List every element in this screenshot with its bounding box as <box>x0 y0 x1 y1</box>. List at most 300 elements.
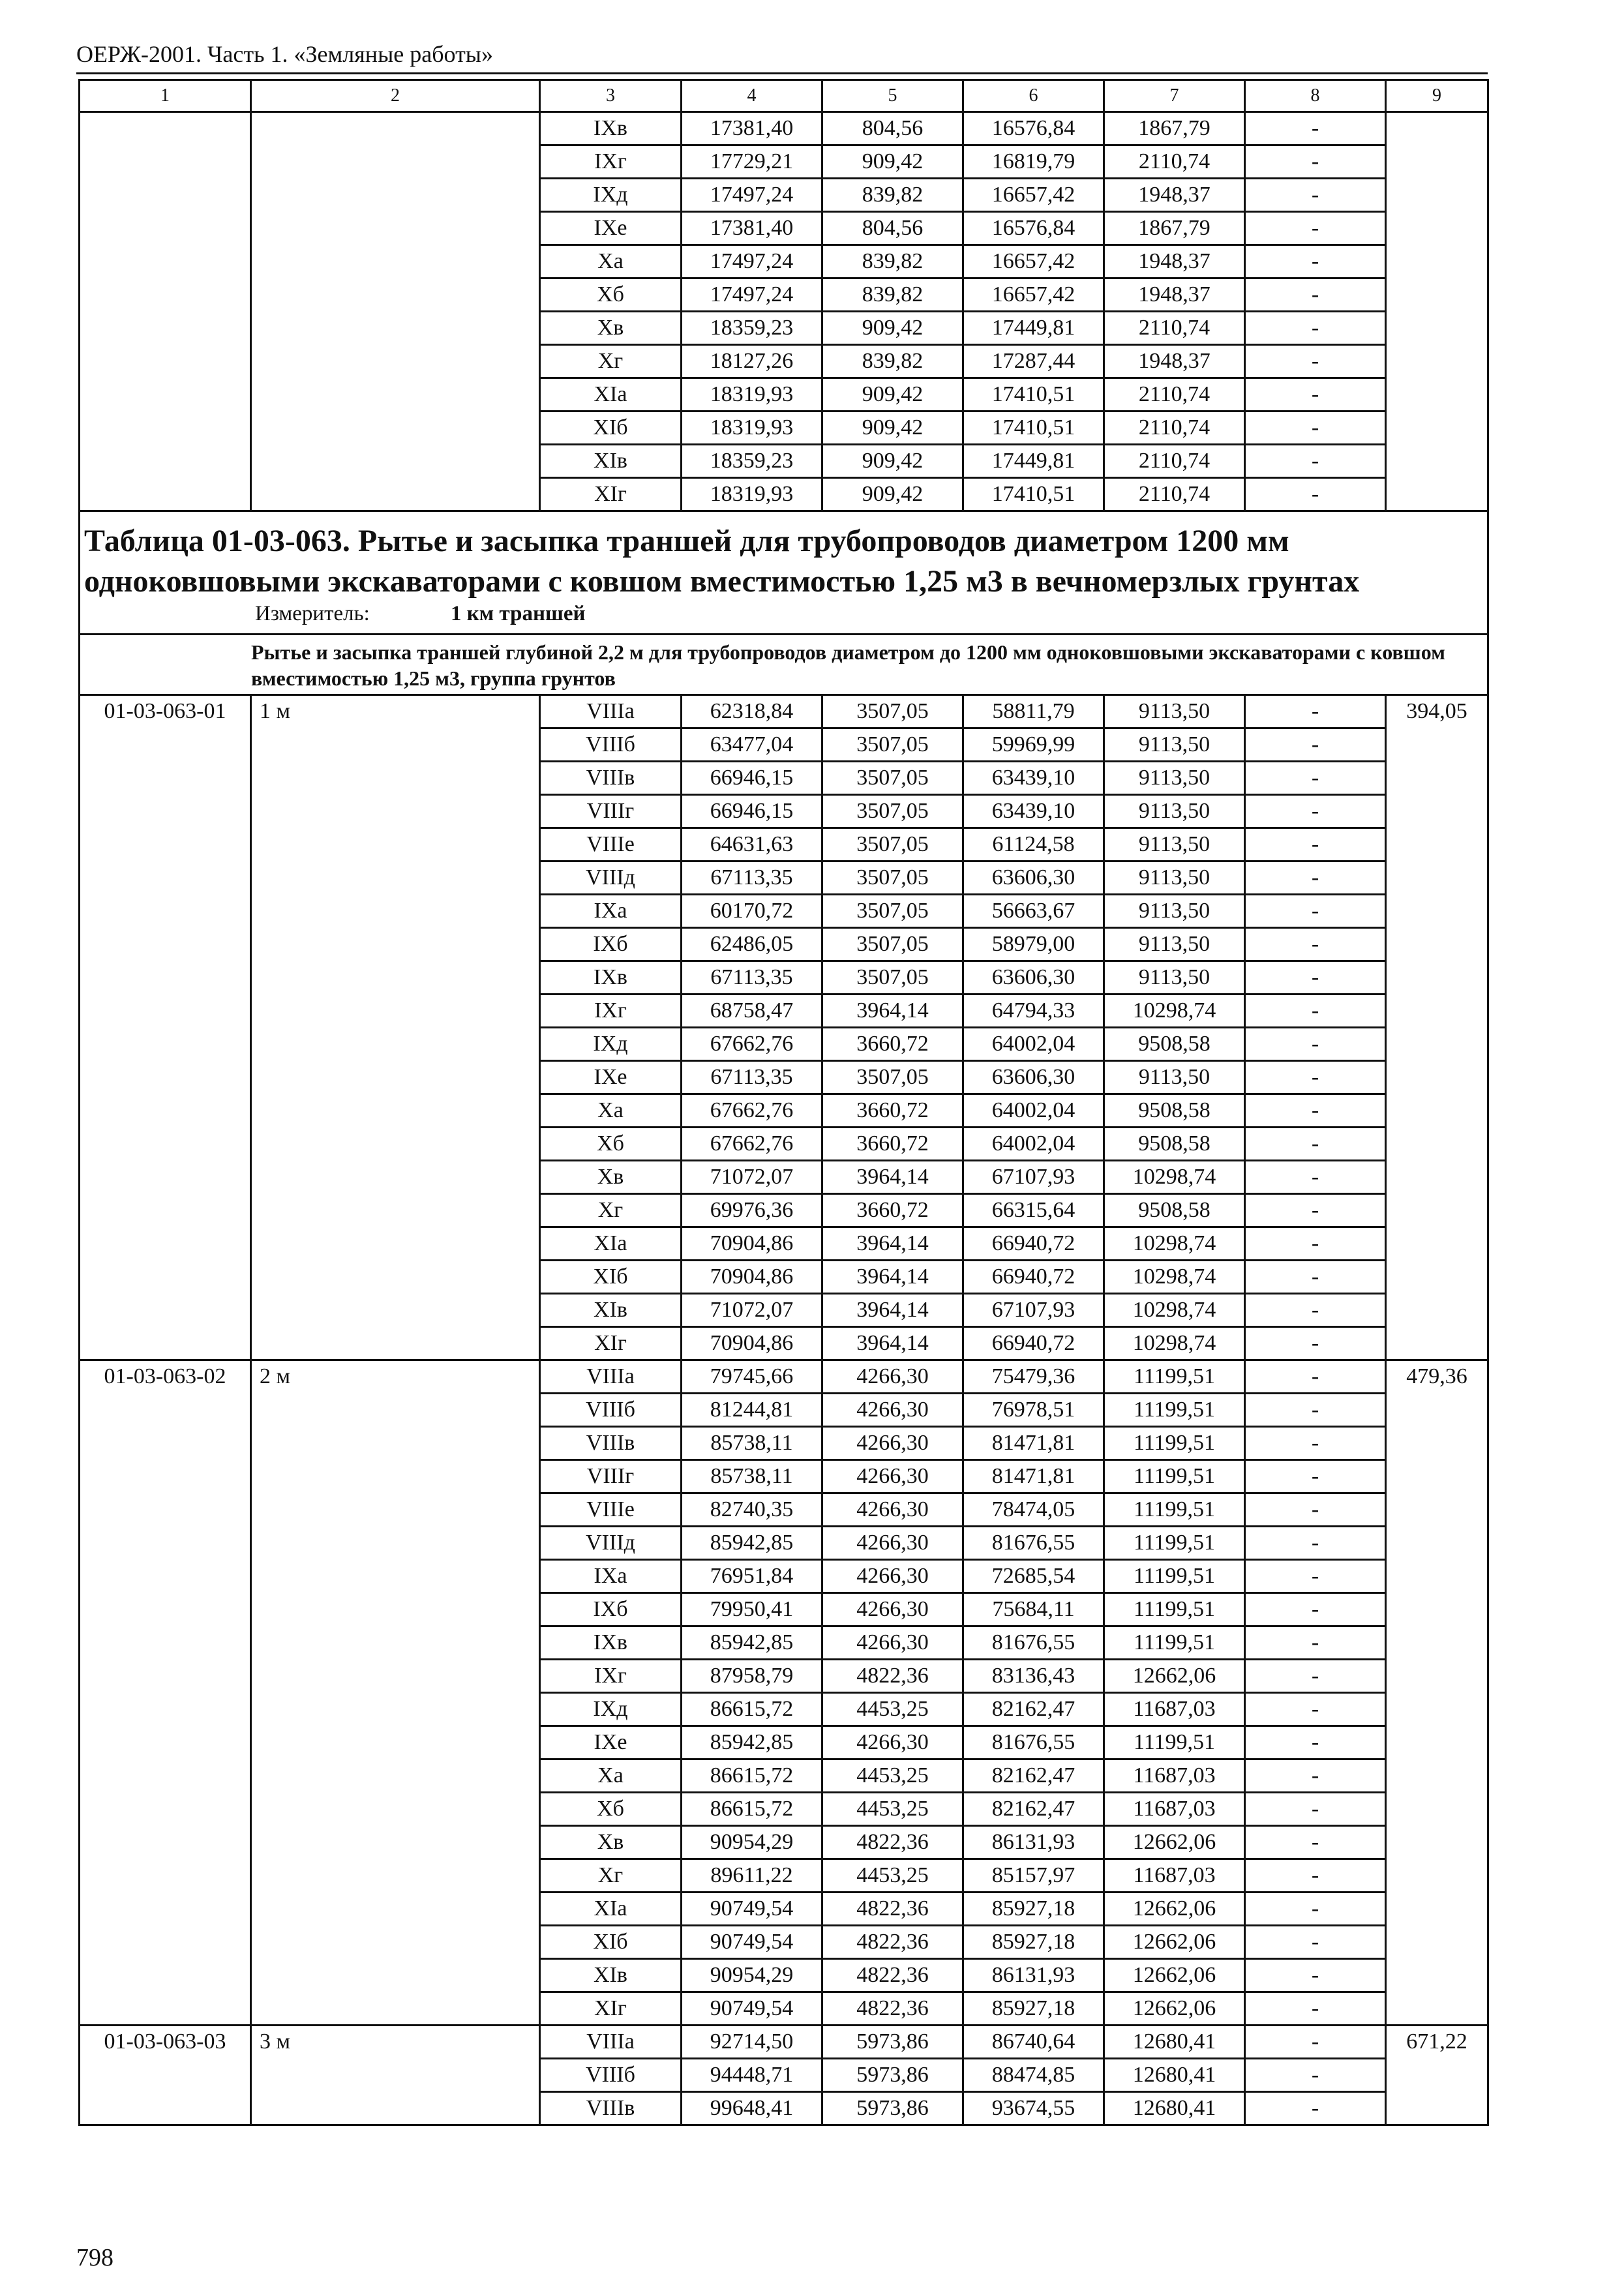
soil-group-cell: VIIIг <box>540 795 682 828</box>
wages-cell: 3964,14 <box>822 1327 963 1360</box>
materials-cell: - <box>1245 1593 1386 1626</box>
materials-cell: - <box>1245 795 1386 828</box>
machines-cell: 66940,72 <box>963 1327 1104 1360</box>
soil-group-cell: Xг <box>540 1194 682 1227</box>
machinist-wages-cell: 11199,51 <box>1104 1726 1245 1759</box>
total-cost-cell: 18319,93 <box>682 378 822 411</box>
machinist-wages-cell: 1948,37 <box>1104 179 1245 212</box>
materials-cell: - <box>1245 1859 1386 1893</box>
soil-group-cell: IXд <box>540 1693 682 1726</box>
wages-cell: 3660,72 <box>822 1028 963 1061</box>
soil-group-cell: VIIIа <box>540 2026 682 2059</box>
machines-cell: 81676,55 <box>963 1527 1104 1560</box>
machines-cell: 17410,51 <box>963 378 1104 411</box>
total-cost-cell: 86615,72 <box>682 1693 822 1726</box>
wages-cell: 3507,05 <box>822 895 963 928</box>
wages-cell: 3507,05 <box>822 928 963 961</box>
soil-group-cell: IXа <box>540 895 682 928</box>
machinist-wages-cell: 2110,74 <box>1104 312 1245 345</box>
total-cost-cell: 17497,24 <box>682 278 822 312</box>
table-row <box>80 1360 1488 1394</box>
column-number: 7 <box>1104 80 1245 112</box>
materials-cell: - <box>1245 245 1386 278</box>
machinist-wages-cell: 12680,41 <box>1104 2092 1245 2125</box>
wages-cell: 3507,05 <box>822 762 963 795</box>
soil-group-cell: IXв <box>540 1626 682 1660</box>
machinist-wages-cell: 2110,74 <box>1104 378 1245 411</box>
total-cost-cell: 94448,71 <box>682 2059 822 2092</box>
wages-cell: 839,82 <box>822 278 963 312</box>
machinist-wages-cell: 11687,03 <box>1104 1693 1245 1726</box>
soil-group-cell: VIIIв <box>540 2092 682 2125</box>
document-header: ОЕРЖ-2001. Часть 1. «Земляные работы» <box>76 41 493 67</box>
total-cost-cell: 63477,04 <box>682 728 822 762</box>
machinist-wages-cell: 12680,41 <box>1104 2026 1245 2059</box>
materials-cell: - <box>1245 378 1386 411</box>
machinist-wages-cell: 1867,79 <box>1104 112 1245 145</box>
total-cost-cell: 17497,24 <box>682 179 822 212</box>
materials-cell: - <box>1245 2092 1386 2125</box>
rate-code: 01-03-063-03 <box>80 2026 251 2125</box>
wages-cell: 909,42 <box>822 312 963 345</box>
column-numbers-row <box>80 80 1488 112</box>
column-number: 3 <box>540 80 682 112</box>
materials-cell: - <box>1245 928 1386 961</box>
materials-cell: - <box>1245 1493 1386 1527</box>
total-cost-cell: 62486,05 <box>682 928 822 961</box>
machinist-wages-cell: 10298,74 <box>1104 1327 1245 1360</box>
soil-group-cell: VIIIе <box>540 828 682 861</box>
soil-group-cell: VIIIв <box>540 1427 682 1460</box>
materials-cell: - <box>1245 1660 1386 1693</box>
wages-cell: 4266,30 <box>822 1394 963 1427</box>
total-cost-cell: 85942,85 <box>682 1726 822 1759</box>
machinist-wages-cell: 9113,50 <box>1104 828 1245 861</box>
materials-cell: - <box>1245 1327 1386 1360</box>
soil-group-cell: IXд <box>540 179 682 212</box>
machines-cell: 64002,04 <box>963 1028 1104 1061</box>
machines-cell: 75684,11 <box>963 1593 1104 1626</box>
soil-group-cell: Xв <box>540 1826 682 1859</box>
materials-cell: - <box>1245 1194 1386 1227</box>
materials-cell: - <box>1245 961 1386 995</box>
total-cost-cell: 62318,84 <box>682 695 822 728</box>
machinist-wages-cell: 2110,74 <box>1104 411 1245 445</box>
materials-cell: - <box>1245 1826 1386 1859</box>
materials-cell: - <box>1245 445 1386 478</box>
machinist-wages-cell: 9113,50 <box>1104 695 1245 728</box>
wages-cell: 5973,86 <box>822 2026 963 2059</box>
wages-cell: 3964,14 <box>822 1161 963 1194</box>
machinist-wages-cell: 1948,37 <box>1104 278 1245 312</box>
soil-group-cell: Xб <box>540 278 682 312</box>
machines-cell: 85927,18 <box>963 1893 1104 1926</box>
materials-cell: - <box>1245 728 1386 762</box>
machines-cell: 82162,47 <box>963 1759 1104 1793</box>
column-number: 4 <box>682 80 822 112</box>
machines-cell: 67107,93 <box>963 1161 1104 1194</box>
soil-group-cell: IXе <box>540 1061 682 1094</box>
total-cost-cell: 87958,79 <box>682 1660 822 1693</box>
soil-group-cell: VIIIд <box>540 1527 682 1560</box>
table-row <box>80 695 1488 728</box>
wages-cell: 4266,30 <box>822 1626 963 1660</box>
wages-cell: 3660,72 <box>822 1194 963 1227</box>
total-cost-cell: 18359,23 <box>682 445 822 478</box>
machinist-wages-cell: 11687,03 <box>1104 1859 1245 1893</box>
materials-cell: - <box>1245 478 1386 511</box>
machines-cell: 17449,81 <box>963 312 1104 345</box>
machinist-wages-cell: 2110,74 <box>1104 445 1245 478</box>
machinist-wages-cell: 9113,50 <box>1104 762 1245 795</box>
soil-group-cell: Xв <box>540 312 682 345</box>
materials-cell: - <box>1245 278 1386 312</box>
wages-cell: 839,82 <box>822 345 963 378</box>
soil-group-cell: XIб <box>540 1926 682 1959</box>
soil-group-cell: XIа <box>540 1893 682 1926</box>
machinist-wages-cell: 9113,50 <box>1104 861 1245 895</box>
total-cost-cell: 82740,35 <box>682 1493 822 1527</box>
wages-cell: 4822,36 <box>822 1959 963 1992</box>
machinist-wages-cell: 11199,51 <box>1104 1560 1245 1593</box>
wages-cell: 4453,25 <box>822 1859 963 1893</box>
total-cost-cell: 18319,93 <box>682 411 822 445</box>
machinist-wages-cell: 10298,74 <box>1104 995 1245 1028</box>
machines-cell: 81471,81 <box>963 1427 1104 1460</box>
total-cost-cell: 70904,86 <box>682 1327 822 1360</box>
machinist-wages-cell: 10298,74 <box>1104 1294 1245 1327</box>
total-cost-cell: 18359,23 <box>682 312 822 345</box>
machines-cell: 67107,93 <box>963 1294 1104 1327</box>
total-cost-cell: 67113,35 <box>682 861 822 895</box>
table-title: Таблица 01-03-063. Рытье и засыпка траншей для трубопроводов диаметром 1200 мм одноковшовыми экскаваторами с ковшом вместимостью 1,25 м3 в вечномерзлых грунтах <box>84 524 1360 599</box>
total-cost-cell: 89611,22 <box>682 1859 822 1893</box>
machines-cell: 64794,33 <box>963 995 1104 1028</box>
materials-cell: - <box>1245 1693 1386 1726</box>
column-number: 8 <box>1245 80 1386 112</box>
machines-cell: 85927,18 <box>963 1926 1104 1959</box>
materials-cell: - <box>1245 1161 1386 1194</box>
soil-group-cell: XIг <box>540 1992 682 2026</box>
soil-group-cell: XIв <box>540 1959 682 1992</box>
code-cell <box>80 112 251 511</box>
machinist-wages-cell: 12662,06 <box>1104 1959 1245 1992</box>
machinist-wages-cell: 9113,50 <box>1104 928 1245 961</box>
materials-cell: - <box>1245 345 1386 378</box>
total-cost-cell: 67113,35 <box>682 1061 822 1094</box>
wages-cell: 4266,30 <box>822 1527 963 1560</box>
materials-cell: - <box>1245 1360 1386 1394</box>
wages-cell: 4822,36 <box>822 1893 963 1926</box>
machines-cell: 16657,42 <box>963 179 1104 212</box>
total-cost-cell: 85738,11 <box>682 1460 822 1493</box>
machines-cell: 82162,47 <box>963 1693 1104 1726</box>
soil-group-cell: IXе <box>540 1726 682 1759</box>
machinist-wages-cell: 1948,37 <box>1104 345 1245 378</box>
machines-cell: 86131,93 <box>963 1826 1104 1859</box>
machinist-wages-cell: 11687,03 <box>1104 1759 1245 1793</box>
materials-cell: - <box>1245 1759 1386 1793</box>
total-cost-cell: 18319,93 <box>682 478 822 511</box>
machinist-wages-cell: 11199,51 <box>1104 1427 1245 1460</box>
total-cost-cell: 71072,07 <box>682 1294 822 1327</box>
materials-cell: - <box>1245 1626 1386 1660</box>
total-cost-cell: 86615,72 <box>682 1793 822 1826</box>
column-number: 2 <box>251 80 540 112</box>
trench-depth: 1 м <box>251 695 540 1360</box>
table-subtitle: Рытье и засыпка траншей глубиной 2,2 м для трубопроводов диаметром до 1200 мм одноковшовыми экскаваторами с ковшом вместимостью 1,25 м3, группа грунтов <box>80 635 1488 695</box>
machinist-wages-cell: 9113,50 <box>1104 961 1245 995</box>
materials-cell: - <box>1245 1926 1386 1959</box>
table-title-cell <box>80 511 1488 635</box>
materials-cell: - <box>1245 1460 1386 1493</box>
machines-cell: 88474,85 <box>963 2059 1104 2092</box>
machines-cell: 66940,72 <box>963 1227 1104 1261</box>
wages-cell: 839,82 <box>822 179 963 212</box>
table-row <box>80 2026 1488 2059</box>
column-number: 5 <box>822 80 963 112</box>
materials-cell: - <box>1245 1128 1386 1161</box>
machines-cell: 17287,44 <box>963 345 1104 378</box>
materials-cell: - <box>1245 2026 1386 2059</box>
machinist-wages-cell: 12662,06 <box>1104 1926 1245 1959</box>
machines-cell: 16657,42 <box>963 245 1104 278</box>
table-row <box>80 112 1488 145</box>
machines-cell: 63606,30 <box>963 861 1104 895</box>
machines-cell: 85157,97 <box>963 1859 1104 1893</box>
wages-cell: 804,56 <box>822 112 963 145</box>
rate-code: 01-03-063-02 <box>80 1360 251 2026</box>
machines-cell: 17410,51 <box>963 478 1104 511</box>
total-cost-cell: 66946,15 <box>682 795 822 828</box>
total-cost-cell: 68758,47 <box>682 995 822 1028</box>
materials-cell: - <box>1245 411 1386 445</box>
wages-cell: 4266,30 <box>822 1427 963 1460</box>
materials-cell: - <box>1245 1726 1386 1759</box>
wages-cell: 4453,25 <box>822 1793 963 1826</box>
measure-unit-row <box>84 603 1483 629</box>
total-cost-cell: 18127,26 <box>682 345 822 378</box>
soil-group-cell: IXе <box>540 212 682 245</box>
soil-group-cell: XIг <box>540 478 682 511</box>
machinist-wages-cell: 9113,50 <box>1104 795 1245 828</box>
wages-cell: 4266,30 <box>822 1460 963 1493</box>
wages-cell: 5973,86 <box>822 2092 963 2125</box>
soil-group-cell: XIб <box>540 1261 682 1294</box>
wages-cell: 4453,25 <box>822 1759 963 1793</box>
machines-cell: 81471,81 <box>963 1460 1104 1493</box>
machinist-wages-cell: 1867,79 <box>1104 212 1245 245</box>
soil-group-cell: XIа <box>540 1227 682 1261</box>
soil-group-cell: IXг <box>540 145 682 179</box>
materials-cell: - <box>1245 695 1386 728</box>
soil-group-cell: VIIIб <box>540 1394 682 1427</box>
materials-cell: - <box>1245 1227 1386 1261</box>
wages-cell: 3660,72 <box>822 1128 963 1161</box>
column-number: 9 <box>1386 80 1488 112</box>
rates-table <box>78 79 1489 2126</box>
total-cost-cell: 90749,54 <box>682 1926 822 1959</box>
total-cost-cell: 64631,63 <box>682 828 822 861</box>
machines-cell: 78474,05 <box>963 1493 1104 1527</box>
soil-group-cell: Xв <box>540 1161 682 1194</box>
machinist-wages-cell: 9508,58 <box>1104 1028 1245 1061</box>
total-cost-cell: 79950,41 <box>682 1593 822 1626</box>
machines-cell: 58979,00 <box>963 928 1104 961</box>
soil-group-cell: VIIIг <box>540 1460 682 1493</box>
machinist-wages-cell: 12662,06 <box>1104 1992 1245 2026</box>
machines-cell: 17410,51 <box>963 411 1104 445</box>
materials-cell: - <box>1245 145 1386 179</box>
total-cost-cell: 70904,86 <box>682 1227 822 1261</box>
soil-group-cell: XIа <box>540 378 682 411</box>
machines-cell: 16576,84 <box>963 112 1104 145</box>
wages-cell: 4266,30 <box>822 1593 963 1626</box>
machines-cell: 16819,79 <box>963 145 1104 179</box>
total-cost-cell: 86615,72 <box>682 1759 822 1793</box>
machines-cell: 56663,67 <box>963 895 1104 928</box>
trench-depth: 2 м <box>251 1360 540 2026</box>
materials-cell: - <box>1245 179 1386 212</box>
labor-cell <box>1386 112 1488 511</box>
soil-group-cell: Xб <box>540 1128 682 1161</box>
machinist-wages-cell: 9113,50 <box>1104 728 1245 762</box>
machines-cell: 86131,93 <box>963 1959 1104 1992</box>
machines-cell: 63439,10 <box>963 795 1104 828</box>
soil-group-cell: IXг <box>540 995 682 1028</box>
machinist-wages-cell: 11199,51 <box>1104 1394 1245 1427</box>
machines-cell: 17449,81 <box>963 445 1104 478</box>
machinist-wages-cell: 9508,58 <box>1104 1094 1245 1128</box>
total-cost-cell: 85738,11 <box>682 1427 822 1460</box>
total-cost-cell: 17729,21 <box>682 145 822 179</box>
soil-group-cell: XIв <box>540 445 682 478</box>
total-cost-cell: 67113,35 <box>682 961 822 995</box>
wages-cell: 4822,36 <box>822 1926 963 1959</box>
machines-cell: 85927,18 <box>963 1992 1104 2026</box>
wages-cell: 4266,30 <box>822 1360 963 1394</box>
materials-cell: - <box>1245 1427 1386 1460</box>
total-cost-cell: 90954,29 <box>682 1826 822 1859</box>
wages-cell: 4266,30 <box>822 1560 963 1593</box>
machinist-wages-cell: 10298,74 <box>1104 1161 1245 1194</box>
machinist-wages-cell: 9508,58 <box>1104 1128 1245 1161</box>
machinist-wages-cell: 10298,74 <box>1104 1227 1245 1261</box>
soil-group-cell: Xа <box>540 245 682 278</box>
total-cost-cell: 92714,50 <box>682 2026 822 2059</box>
wages-cell: 3964,14 <box>822 1294 963 1327</box>
soil-group-cell: Xа <box>540 1759 682 1793</box>
materials-cell: - <box>1245 861 1386 895</box>
total-cost-cell: 85942,85 <box>682 1527 822 1560</box>
materials-cell: - <box>1245 212 1386 245</box>
column-number: 1 <box>80 80 251 112</box>
materials-cell: - <box>1245 1028 1386 1061</box>
materials-cell: - <box>1245 1959 1386 1992</box>
wages-cell: 3660,72 <box>822 1094 963 1128</box>
machinist-wages-cell: 11199,51 <box>1104 1593 1245 1626</box>
header-rule <box>76 72 1488 74</box>
machines-cell: 66315,64 <box>963 1194 1104 1227</box>
total-cost-cell: 66946,15 <box>682 762 822 795</box>
materials-cell: - <box>1245 1394 1386 1427</box>
materials-cell: - <box>1245 995 1386 1028</box>
soil-group-cell: Xг <box>540 1859 682 1893</box>
wages-cell: 804,56 <box>822 212 963 245</box>
total-cost-cell: 67662,76 <box>682 1094 822 1128</box>
materials-cell: - <box>1245 312 1386 345</box>
labor-costs: 394,05 <box>1386 695 1488 1360</box>
soil-group-cell: VIIIб <box>540 728 682 762</box>
wages-cell: 4266,30 <box>822 1493 963 1527</box>
materials-cell: - <box>1245 1992 1386 2026</box>
total-cost-cell: 67662,76 <box>682 1128 822 1161</box>
machines-cell: 66940,72 <box>963 1261 1104 1294</box>
total-cost-cell: 99648,41 <box>682 2092 822 2125</box>
total-cost-cell: 60170,72 <box>682 895 822 928</box>
machines-cell: 63606,30 <box>963 961 1104 995</box>
wages-cell: 909,42 <box>822 445 963 478</box>
total-cost-cell: 69976,36 <box>682 1194 822 1227</box>
machines-cell: 76978,51 <box>963 1394 1104 1427</box>
wages-cell: 909,42 <box>822 411 963 445</box>
rate-code: 01-03-063-01 <box>80 695 251 1360</box>
soil-group-cell: IXб <box>540 1593 682 1626</box>
materials-cell: - <box>1245 1061 1386 1094</box>
machines-cell: 82162,47 <box>963 1793 1104 1826</box>
machines-cell: 64002,04 <box>963 1128 1104 1161</box>
wages-cell: 3507,05 <box>822 1061 963 1094</box>
soil-group-cell: VIIIв <box>540 762 682 795</box>
labor-costs: 671,22 <box>1386 2026 1488 2125</box>
soil-group-cell: VIIIа <box>540 1360 682 1394</box>
machines-cell: 16657,42 <box>963 278 1104 312</box>
materials-cell: - <box>1245 112 1386 145</box>
wages-cell: 3507,05 <box>822 795 963 828</box>
wages-cell: 4822,36 <box>822 1992 963 2026</box>
soil-group-cell: VIIIб <box>540 2059 682 2092</box>
total-cost-cell: 90749,54 <box>682 1893 822 1926</box>
soil-group-cell: Xг <box>540 345 682 378</box>
machinist-wages-cell: 11199,51 <box>1104 1527 1245 1560</box>
materials-cell: - <box>1245 828 1386 861</box>
soil-group-cell: IXг <box>540 1660 682 1693</box>
soil-group-cell: IXв <box>540 112 682 145</box>
materials-cell: - <box>1245 2059 1386 2092</box>
total-cost-cell: 17381,40 <box>682 112 822 145</box>
machinist-wages-cell: 9113,50 <box>1104 1061 1245 1094</box>
wages-cell: 4453,25 <box>822 1693 963 1726</box>
wages-cell: 839,82 <box>822 245 963 278</box>
soil-group-cell: VIIIд <box>540 861 682 895</box>
measure-unit-value: 1 км траншей <box>451 602 586 625</box>
wages-cell: 4822,36 <box>822 1826 963 1859</box>
soil-group-cell: IXа <box>540 1560 682 1593</box>
page-number: 798 <box>76 2244 113 2271</box>
machines-cell: 81676,55 <box>963 1626 1104 1660</box>
total-cost-cell: 90749,54 <box>682 1992 822 2026</box>
machinist-wages-cell: 9113,50 <box>1104 895 1245 928</box>
soil-group-cell: Xа <box>540 1094 682 1128</box>
wages-cell: 909,42 <box>822 478 963 511</box>
total-cost-cell: 79745,66 <box>682 1360 822 1394</box>
materials-cell: - <box>1245 762 1386 795</box>
materials-cell: - <box>1245 1294 1386 1327</box>
soil-group-cell: XIг <box>540 1327 682 1360</box>
machinist-wages-cell: 12680,41 <box>1104 2059 1245 2092</box>
wages-cell: 3964,14 <box>822 995 963 1028</box>
machinist-wages-cell: 2110,74 <box>1104 478 1245 511</box>
